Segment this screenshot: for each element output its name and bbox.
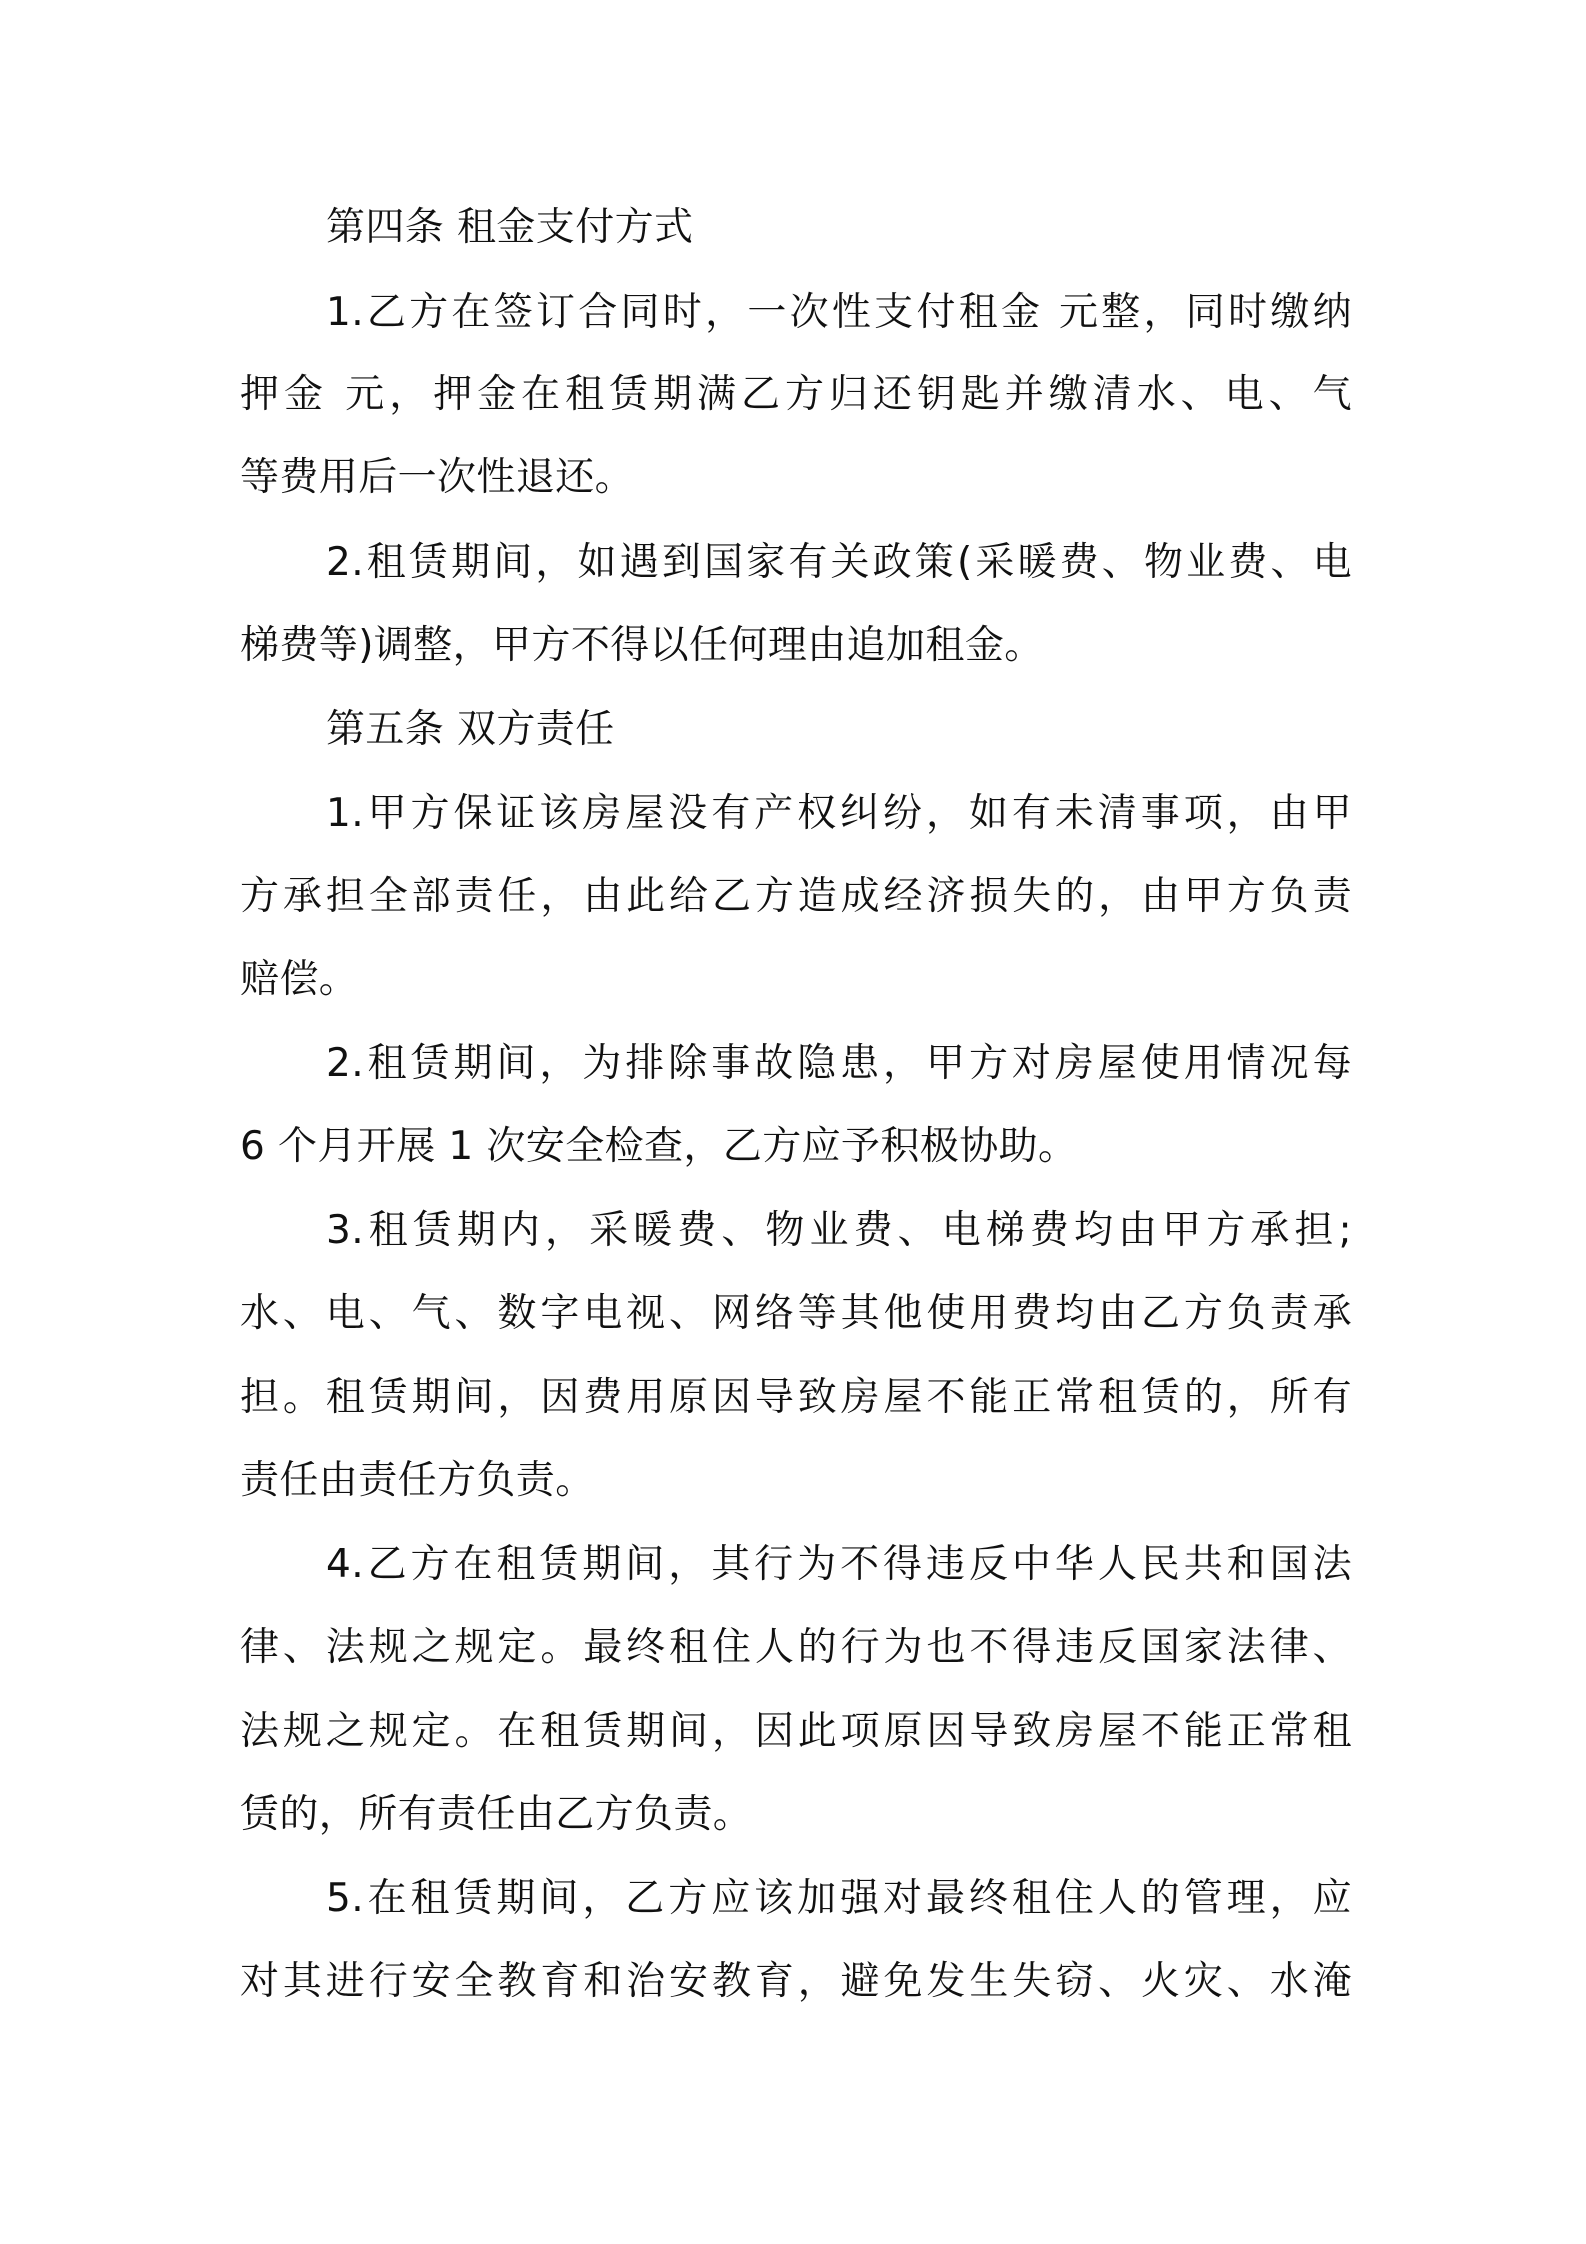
article-4-heading: 第四条 租金支付方式: [326, 205, 694, 250]
article-4-clause-1-line-1: 1.乙方在签订合同时，一次性支付租金 元整，同时缴纳: [326, 290, 1352, 335]
article-5-clause-2-line-2: 6 个月开展 1 次安全检查，乙方应予积极协助。: [240, 1124, 1078, 1169]
article-4-clause-2-line-1: 2.租赁期间，如遇到国家有关政策(采暖费、物业费、电: [326, 540, 1352, 585]
article-5-clause-5-line-2: 对其进行安全教育和治安教育，避免发生失窃、火灾、水淹: [240, 1959, 1352, 2004]
article-4-clause-1-line-2: 押金 元，押金在租赁期满乙方归还钥匙并缴清水、电、气: [240, 372, 1352, 417]
article-5-clause-4-line-2: 律、法规之规定。最终租住人的行为也不得违反国家法律、: [240, 1625, 1352, 1670]
article-4-clause-2-line-2: 梯费等)调整，甲方不得以任何理由追加租金。: [240, 623, 1044, 668]
article-5-clause-4-line-3: 法规之规定。在租赁期间，因此项原因导致房屋不能正常租: [240, 1709, 1352, 1754]
article-5-clause-5-line-1: 5.在租赁期间，乙方应该加强对最终租住人的管理，应: [326, 1876, 1352, 1921]
article-5-clause-4-line-4: 赁的，所有责任由乙方负责。: [240, 1792, 753, 1837]
article-5-clause-3-line-1: 3.租赁期内，采暖费、物业费、电梯费均由甲方承担;: [326, 1208, 1352, 1253]
article-5-clause-1-line-3: 赔偿。: [240, 957, 359, 1002]
article-5-clause-3-line-3: 担。租赁期间，因费用原因导致房屋不能正常租赁的，所有: [240, 1375, 1352, 1420]
article-5-clause-3-line-2: 水、电、气、数字电视、网络等其他使用费均由乙方负责承: [240, 1291, 1352, 1336]
article-4-clause-1-line-3: 等费用后一次性退还。: [240, 455, 635, 500]
article-5-clause-3-line-4: 责任由责任方负责。: [240, 1458, 595, 1503]
article-5-clause-1-line-1: 1.甲方保证该房屋没有产权纠纷，如有未清事项，由甲: [326, 791, 1352, 836]
article-5-heading: 第五条 双方责任: [326, 707, 615, 752]
article-5-clause-4-line-1: 4.乙方在租赁期间，其行为不得违反中华人民共和国法: [326, 1542, 1352, 1587]
article-5-clause-2-line-1: 2.租赁期间，为排除事故隐患，甲方对房屋使用情况每: [326, 1041, 1352, 1086]
article-5-clause-1-line-2: 方承担全部责任，由此给乙方造成经济损失的，由甲方负责: [240, 874, 1352, 919]
